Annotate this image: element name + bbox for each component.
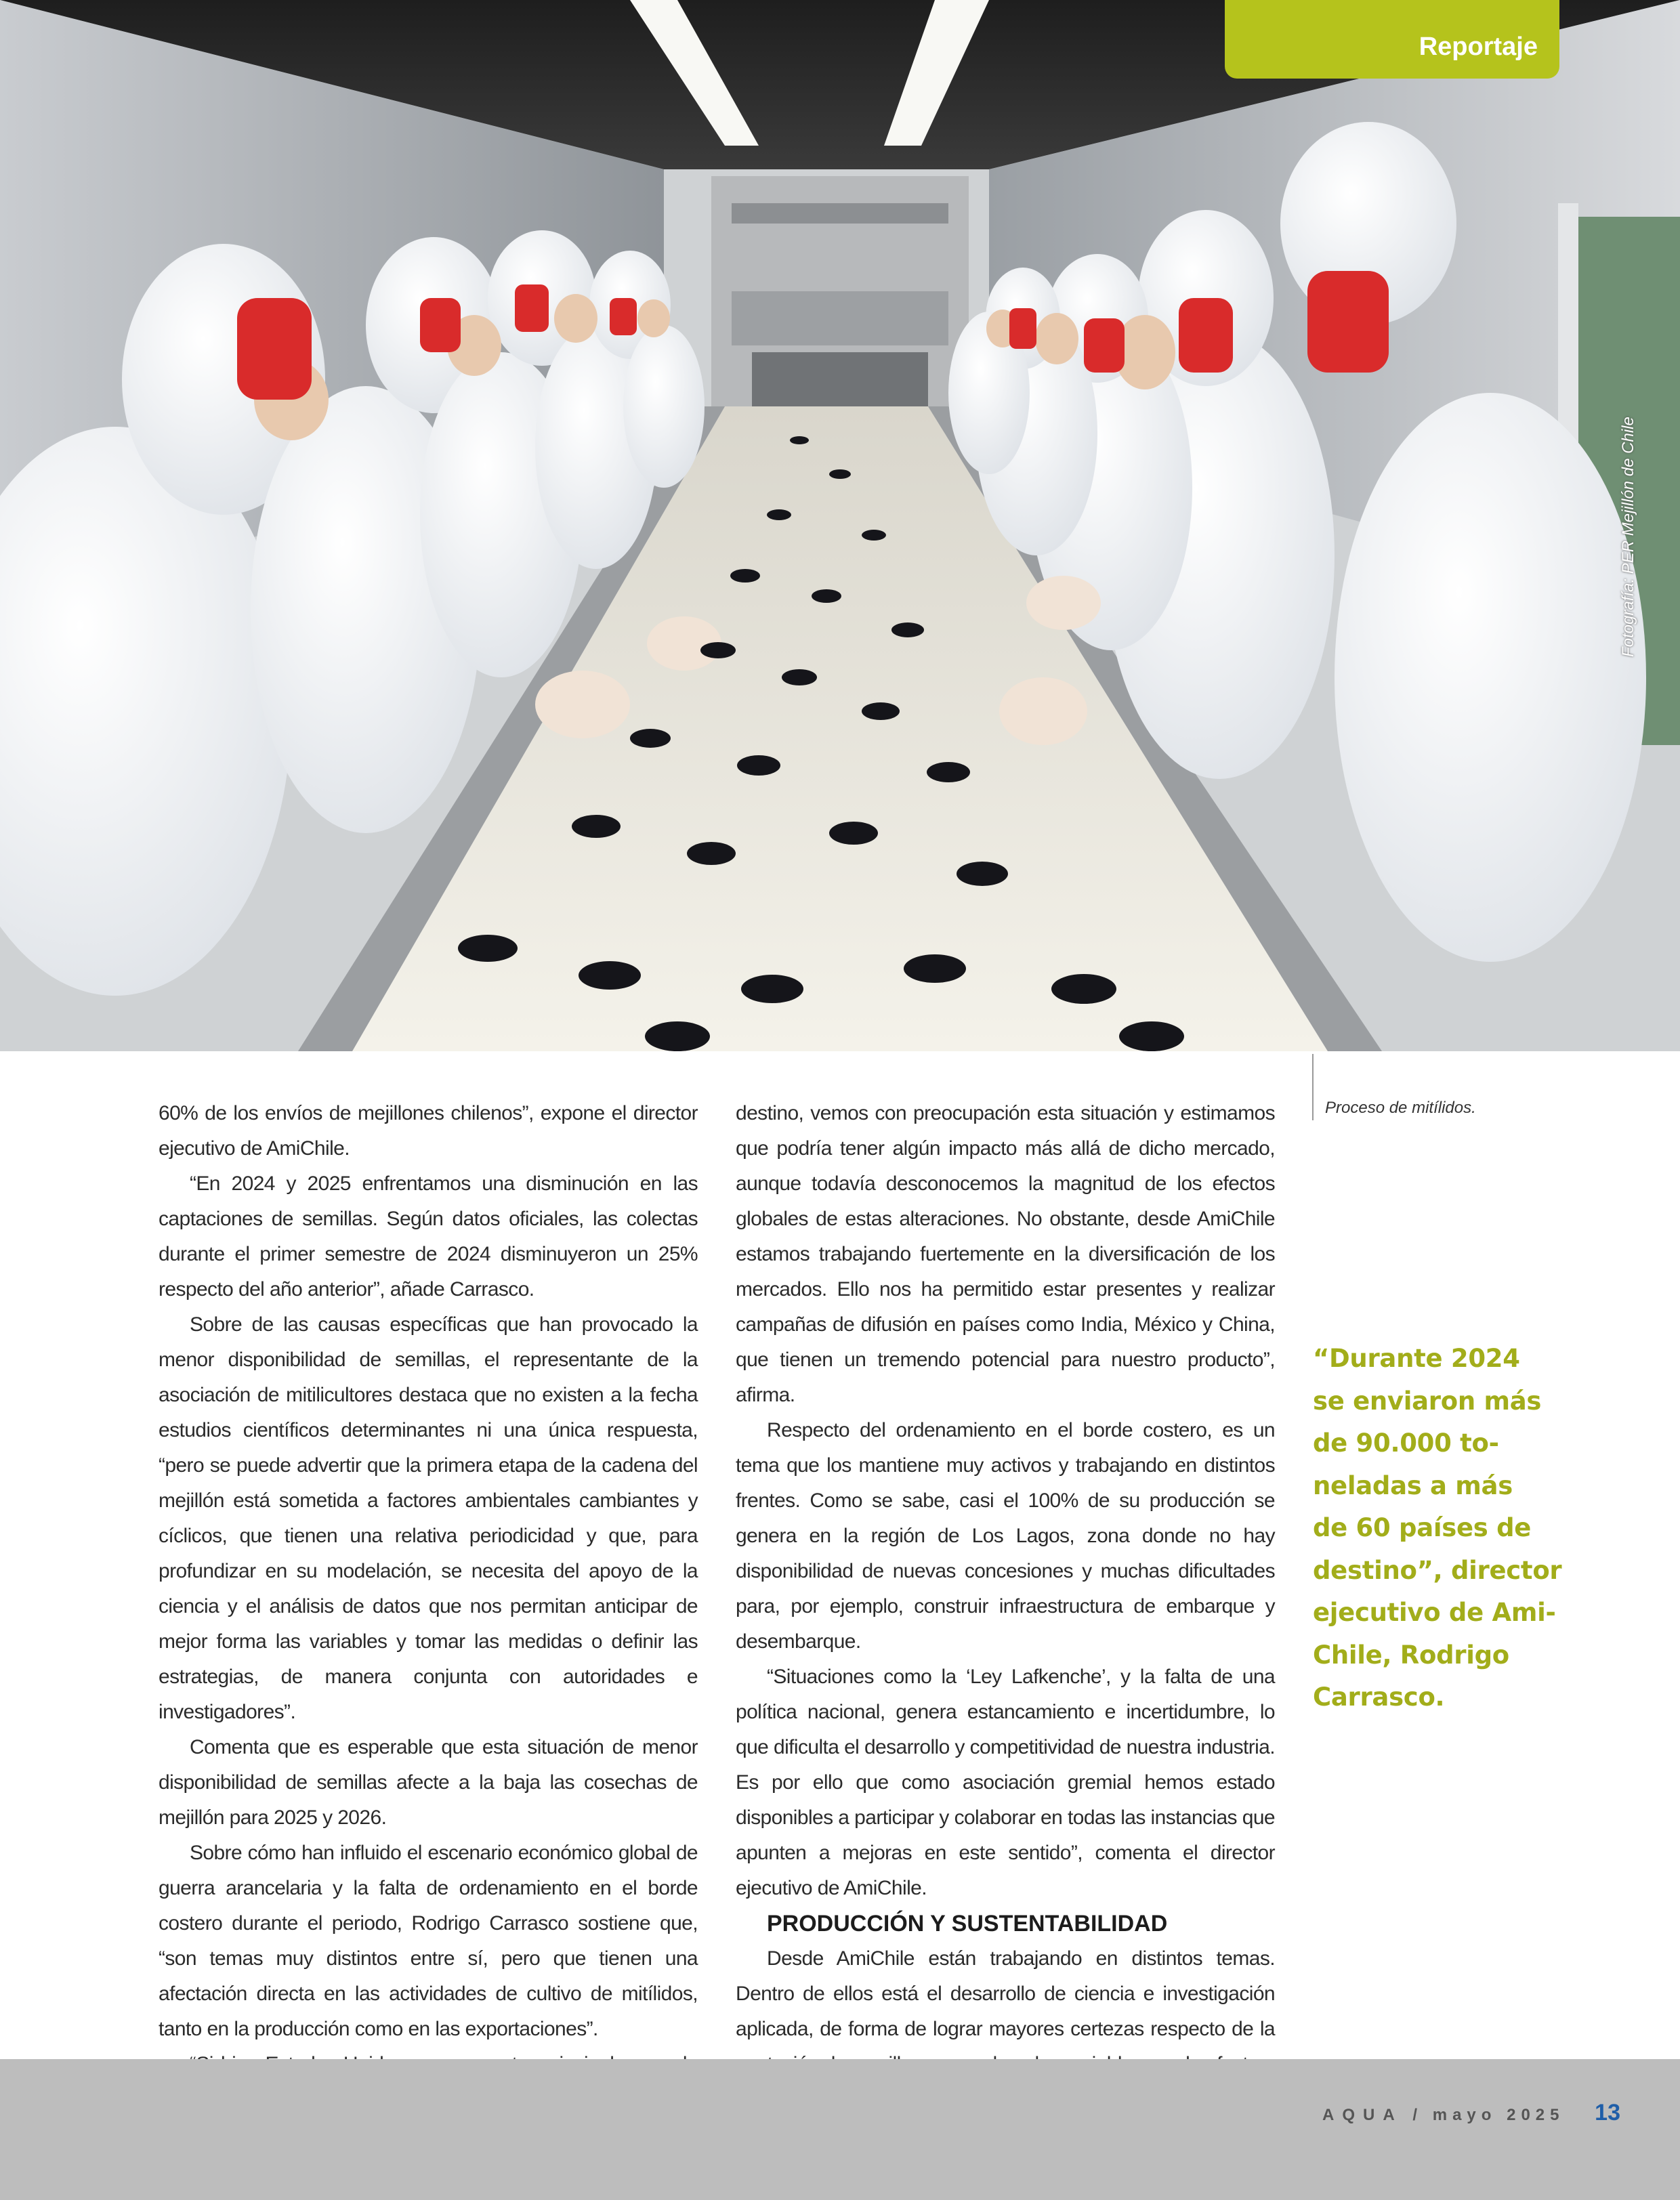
publication-name: AQUA [1322,2106,1403,2124]
paragraph: Sobre de las causas específicas que han provocado la menor disponibilidad de semillas, el representante de la asociación de mitilicultores destaca que no existen a la fecha estudios científicos determinantes ni una única respuesta, “pero se puede advertir que la primera etapa de la cadena del mejillón está sometida a factores ambientales cambiantes y cíclicos, que tienen una relativa periodicidad y que, para profundizar en su modelación, se necesita del apoyo de la ciencia y el análisis de datos que nos permitan anticipar de mejor forma las variables y tomar las medidas o definir las estrategias, de manera conjunta con autoridades e investigadores”. [159,1313,698,1723]
pull-quote-line: Chile, Rodrigo [1313,1640,1509,1670]
article-column-1 [159,1096,698,2117]
pull-quote-line: “Durante 2024 [1313,1344,1520,1373]
pull-quote-line: Carrasco. [1313,1683,1445,1712]
photo-credit: Fotografía: PER Mejillón de Chile [1619,417,1637,657]
section-subheading: PRODUCCIÓN Y SUSTENTABILIDAD [767,1911,1168,1937]
pull-quote-line: de 90.000 to- [1313,1429,1499,1458]
header-photo [0,0,1680,1051]
page-number: 13 [1595,2100,1620,2125]
folio [1322,2100,1620,2126]
caption-divider [1312,1054,1314,1120]
paragraph: Desde AmiChile están trabajando en distintos temas. Dentro de ellos está el desarrollo de ciencia e investigación aplicada, de forma de lograr mayores certezas respecto de la [736,1947,1275,2040]
photo-caption: Proceso de mitílidos. [1325,1099,1476,1117]
paragraph: Respecto del ordenamiento en el borde costero, es un tema que los mantiene muy activos y trabajando en distintos frentes. Como se sabe, casi el 100% de su producción se genera en la región de Los Lagos, zona donde no hay disponibilidad de nuevas concesiones y muchas dificultades para, por ejemplo, construir infraestructura de embarque y desembarque. [736,1419,1275,1653]
pull-quote-line: de 60 países de [1313,1513,1532,1542]
pull-quote-line: neladas a más [1313,1471,1513,1500]
pull-quote-line: ejecutivo de Ami- [1313,1598,1556,1627]
paragraph: 60% de los envíos de mejillones chilenos”, expone el director ejecutivo de AmiChile. [159,1102,698,1160]
paragraph: “Situaciones como la ‘Ley Lafkenche’, y la falta de una política nacional, genera estancamiento e incertidumbre, lo que dificulta el desarrollo y competitividad de nuestra industria. Es por ello que como asociación gremial hemos estado disponibles a participar y colaborar en todas las instancias que apunten a mejoras en este sentido”, comenta el director ejecutivo de AmiChile. [736,1666,1275,1899]
mussel-processing-photo [0,0,1680,1051]
paragraph: Sobre cómo han influido el escenario económico global de guerra arancelaria y la falta de ordenamiento en el borde costero durante el periodo, Rodrigo Carrasco sostiene que, “son temas muy distintos entre sí, pero que tienen una afectación directa en las actividades de cultivo de mitílidos, tanto en la producción como en las exportaciones”. [159,1842,698,2040]
pull-quote-line: se enviaron más [1313,1386,1542,1416]
section-tab [1225,0,1559,79]
footer-band [0,2059,1680,2200]
article-column-2 [736,1096,1275,2153]
pull-quote-line: destino”, director [1313,1555,1562,1585]
pull-quote [1313,1338,1584,1719]
paragraph: “En 2024 y 2025 enfrentamos una disminución en las captaciones de semillas. Según datos oficiales, las colectas durante el primer semestre de 2024 disminuyeron un 25% respecto del año anterior”, añade Carrasco. [159,1172,698,1300]
folio-separator: / [1412,2106,1423,2124]
section-label: Reportaje [1419,33,1538,61]
paragraph: Comenta que es esperable que esta situación de menor disponibilidad de semillas afecte a la baja las cosechas de mejillón para 2025 y 2026. [159,1736,698,1829]
paragraph: destino, vemos con preocupación esta situación y estimamos que podría tener algún impacto más allá de dicho mercado, aunque todavía desconocemos la magnitud de los efectos globales de estas alteraciones. No obstante, desde AmiChile estamos trabajando fuertemente en la diversificación de los mercados. Ello nos ha permitido estar presentes y realizar campañas de difusión en países como India, México y China, que tienen un tremendo potencial para nuestro producto”, afirma. [736,1102,1275,1406]
issue-date: mayo 2025 [1432,2106,1565,2124]
